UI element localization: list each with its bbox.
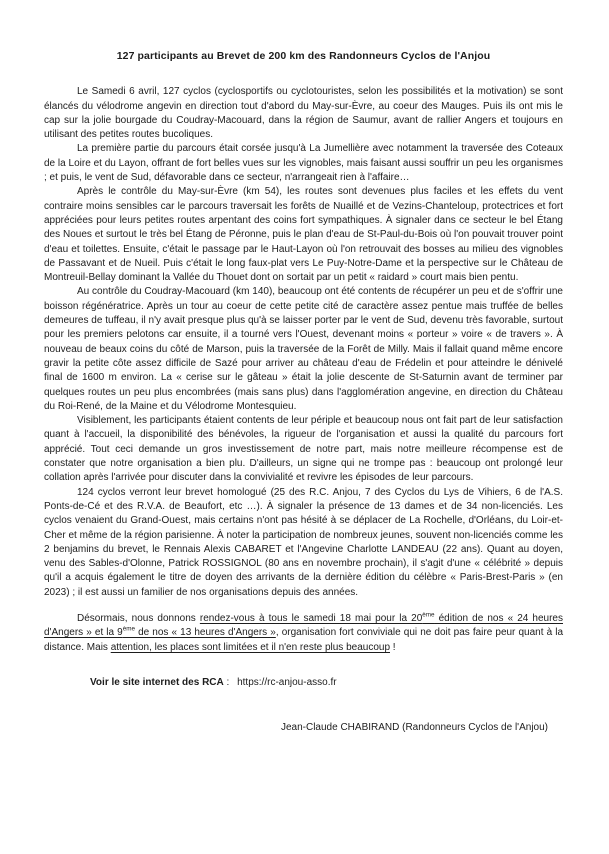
website-label: Voir le site internet des RCA xyxy=(90,676,224,688)
website-separator: : xyxy=(223,676,233,688)
underlined-text: rendez-vous à tous le samedi 18 mai pour la 20 xyxy=(199,612,423,624)
website-url: https://rc-anjou-asso.fr xyxy=(237,676,337,688)
ordinal-superscript: ème xyxy=(422,611,435,619)
ordinal-superscript: ème xyxy=(122,625,135,633)
underlined-text: de nos « 13 heures d'Angers » xyxy=(135,627,276,639)
signature: Jean-Claude CHABIRAND (Randonneurs Cyclos de l'Anjou) xyxy=(280,722,548,734)
paragraph-homologation: 124 cyclos verront leur brevet homologué (25 des R.C. Anjou, 7 des Cyclos du Lys de Vihiers, 6 de l'A.S. Ponts-de-Cé et des R.V.A. de Beaufort, etc …). À signaler la présence de 13 dames et de 34 non-licenciés. Les cyclos venaient du Grand-Ouest, mais certains n'ont pas hésité à se déplacer de La Rochelle, d'Orléans, du Loir-et-Cher et même de la région parisienne. À noter la participation de nombreux jeunes, souvent non-licenciés comme les 2 benjamins du brevet, le Rennais Alexis CABARET et l'Angevine Charlotte LANDEAU (22 ans). Quant au doyen, venu des Sables-d'Olonne, Patrick ROSSIGNOL (80 ans en novembre prochain), il s'agit d'une « célébrité » depuis qu'il a acquis également le titre de doyen des arrivants de la dernière édition du célèbre « Paris-Brest-Paris » (en 2023) ; il est aussi un familier de nos organisations depuis des années. xyxy=(44,486,563,598)
website-line xyxy=(44,676,563,690)
closing-intro: Désormais, nous donnons xyxy=(77,612,200,624)
paragraph-satisfaction: Visiblement, les participants étaient contents de leur périple et beaucoup nous ont fait part de leur satisfaction quant à l'accueil, la disponibilité des bénévoles, la rigueur de l'organisation et aussi la qualité du parcours fort apprécié. Tout ceci demande un gros investissement de notre part, mais notre meilleure récompense est de constater que notre organisation a bien plu. D'ailleurs, un signe qui ne trompe pas : beaucoup ont prolongé leur collation après l'arrivée pour discuter dans la convivialité et revivre les épisodes de leur parcours. xyxy=(44,415,563,484)
closing-paragraph xyxy=(44,612,563,655)
paragraph-coudray-macouard: Au contrôle du Coudray-Macouard (km 140), beaucoup ont été contents de récupérer un peu et de s'offrir une boisson régénératrice. Après un tour au coeur de cette petite cité de caractère assez pentue mais truffée de belles demeures de tuffeau, il n'y avait presque plus qu'à se laisser porter par le vent de Sud, devenu très favorable, surtout pour les premiers pelotons car ensuite, il a tourné vers l'Ouest, devenant moins « porteur » voire « de travers ». À nouveau de beaux coins du côté de Marson, puis la traversée de la Forêt de Milly. Mais il fallait quand même encore gravir la petite côte assez difficile de Sazé pour arriver au château d'eau de Frédelin et pour atteindre le dénivelé final de 1600 m environ. La « cerise sur le gâteau » était la jolie descente de St-Saturnin avant de terminer par quelques routes un peu plus encombrées (mais sans plus) dans l'agglomération angevine, en direction du Château du Roi-René, de la Maine et du Vélodrome Montesquieu. xyxy=(44,286,563,412)
underlined-text: édition de nos « 24 heures d'Angers » et la 9 xyxy=(44,612,563,639)
closing-middle: , organisation fort conviviale qui ne doit pas faire peur quant à la distance. Mais xyxy=(44,627,564,653)
paragraph-first-part: La première partie du parcours était corsée jusqu'à La Jumellière avec notamment la traversée des Coteaux de la Loire et du Layon, offrant de fort belles vues sur les vignobles, mais faisant aussi souffrir un peu les organismes ; et puis, le vent de Sud, défavorable dans ce secteur, n'arrangeait rien à l'affaire… xyxy=(44,143,563,184)
paragraph-intro: Le Samedi 6 avril, 127 cyclos (cyclosportifs ou cyclotouristes, selon les possibilités et la motivation) se sont élancés du vélodrome angevin en direction tout d'abord du May-sur-Èvre, au coeur des Mauges. Puis ils ont mis le cap sur la jolie bourgade du Coudray-Macouard, dans la région de Saumur, avant de rallier Angers et toujours en utilisant des petites routes bucoliques. xyxy=(44,86,563,141)
document-title: 127 participants au Brevet de 200 km des Randonneurs Cyclos de l'Anjou xyxy=(116,50,491,62)
closing-end: ! xyxy=(390,641,396,653)
paragraph-may-sur-evre: Après le contrôle du May-sur-Èvre (km 54), les routes sont devenues plus faciles et les effets du vent contraire moins sensibles car le parcours traversait les forêts de Nuaillé et de Vezins-Chanteloup, protectrices et fort appréciées pour leurs petites routes arpentant des coins fort sympathiques. À signaler dans ce secteur le bel Étang des Noues et surtout le très bel Étang de Péronne, puis le plan d'eau de St-Paul-du-Bois où l'on pouvait trouver point d'eau et toilettes. Ensuite, c'était le passage par le Haut-Layon où l'on retrouvait des bosses au milieu des vignobles de Passavant et de Nueil. Puis c'était le long faux-plat vers Le Puy-Notre-Dame et la perspective sur le Château de Montreuil-Bellay dominant la Vallée du Thouet dont on sortait par un petit « raidard » court mais bien pentu. xyxy=(44,186,563,284)
underlined-warning: attention, les places sont limitées et il n'en reste plus beaucoup xyxy=(110,641,390,653)
